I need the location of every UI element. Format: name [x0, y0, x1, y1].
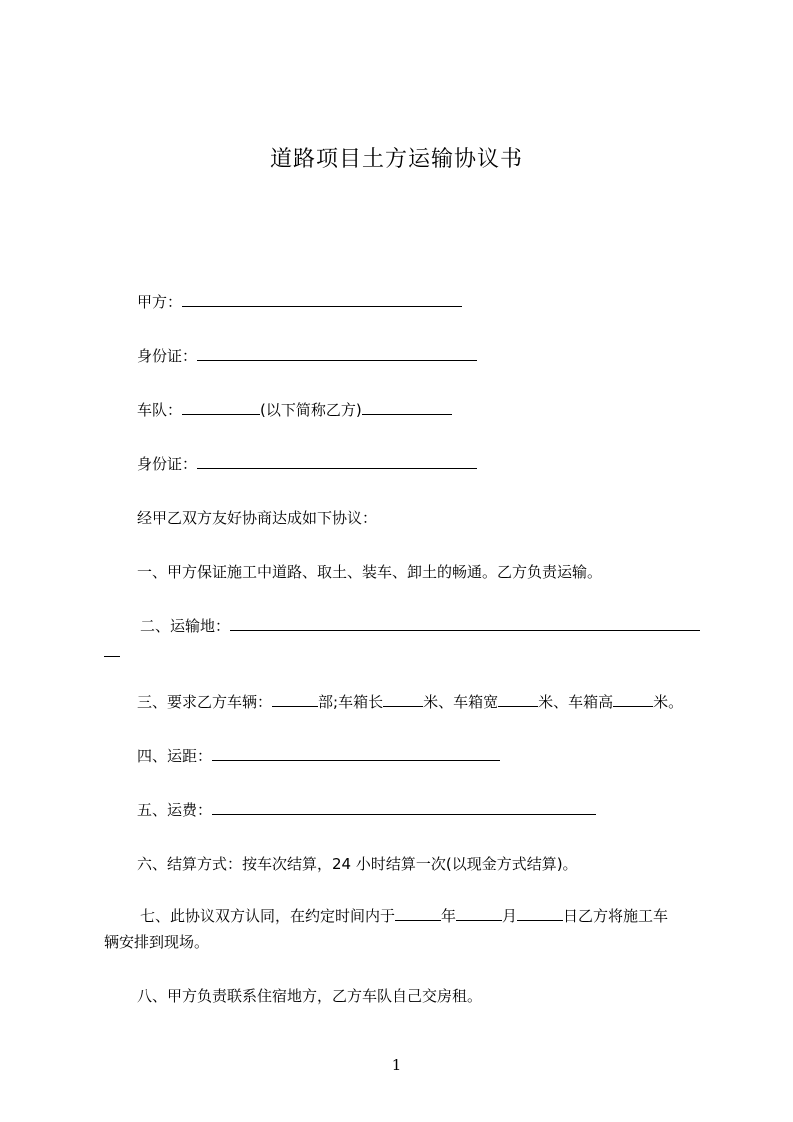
fleet-blank-2: [362, 400, 452, 415]
box-length-blank: [383, 692, 423, 707]
id-label-2: 身份证：: [137, 455, 198, 473]
day-blank: [517, 906, 563, 921]
clause-5-line: [137, 800, 596, 820]
page-number: 1: [391, 1056, 402, 1074]
clause-6: 六、结算方式：按车次结算，24 小时结算一次(以现金方式结算)。: [137, 855, 578, 873]
clause-7-month: 月: [502, 907, 518, 925]
id-label-1: 身份证：: [137, 347, 198, 365]
party-a-label: 甲方：: [137, 293, 183, 311]
fleet-note: (以下简称乙方): [260, 401, 362, 419]
year-blank: [395, 906, 441, 921]
clause-4-line: [137, 746, 500, 766]
id-blank-2: [197, 454, 477, 469]
id-line-2: [137, 454, 477, 474]
clause-7-year: 年: [441, 907, 457, 925]
fleet-line: [137, 400, 452, 420]
fee-blank: [212, 800, 596, 815]
clause-3-unit-3: 米、车箱高: [538, 693, 614, 711]
clause-2-wrap: [104, 642, 120, 662]
clause-2-blank-wrap: [104, 642, 120, 657]
distance-blank: [212, 746, 500, 761]
clause-5-label: 五、运费：: [137, 801, 213, 819]
clause-3-unit-1: 部;车箱长: [318, 693, 384, 711]
box-width-blank: [498, 692, 538, 707]
party-a-blank: [182, 292, 462, 307]
vehicle-count-blank: [272, 692, 318, 707]
clause-1: 一、甲方保证施工中道路、取土、装车、卸土的畅通。乙方负责运输。: [137, 563, 603, 581]
fleet-label: 车队：: [137, 401, 183, 419]
clause-3: [137, 692, 683, 712]
box-height-blank: [613, 692, 653, 707]
clause-2-label: 二、运输地：: [140, 617, 231, 635]
clause-2-line: [140, 616, 700, 636]
id-blank-1: [197, 346, 477, 361]
intro-text: 经甲乙双方友好协商达成如下协议：: [137, 509, 378, 527]
clause-7-line-2: 辆安排到现场。: [104, 933, 210, 951]
clause-7: [140, 906, 668, 926]
clause-2-blank: [230, 616, 700, 631]
clause-3-prefix: 三、要求乙方车辆：: [137, 693, 273, 711]
fleet-blank-1: [182, 400, 260, 415]
party-a-line: [137, 292, 462, 312]
clause-8: 八、甲方负责联系住宿地方，乙方车队自己交房租。: [137, 987, 483, 1005]
page-title: 道路项目土方运输协议书: [269, 147, 523, 172]
clause-4-label: 四、运距：: [137, 747, 213, 765]
id-line-1: [137, 346, 477, 366]
month-blank: [456, 906, 502, 921]
clause-3-unit-2: 米、车箱宽: [423, 693, 499, 711]
clause-7-prefix: 七、此协议双方认同，在约定时间内于: [140, 907, 396, 925]
clause-7-suffix: 日乙方将施工车: [563, 907, 669, 925]
clause-3-unit-4: 米。: [653, 693, 684, 711]
